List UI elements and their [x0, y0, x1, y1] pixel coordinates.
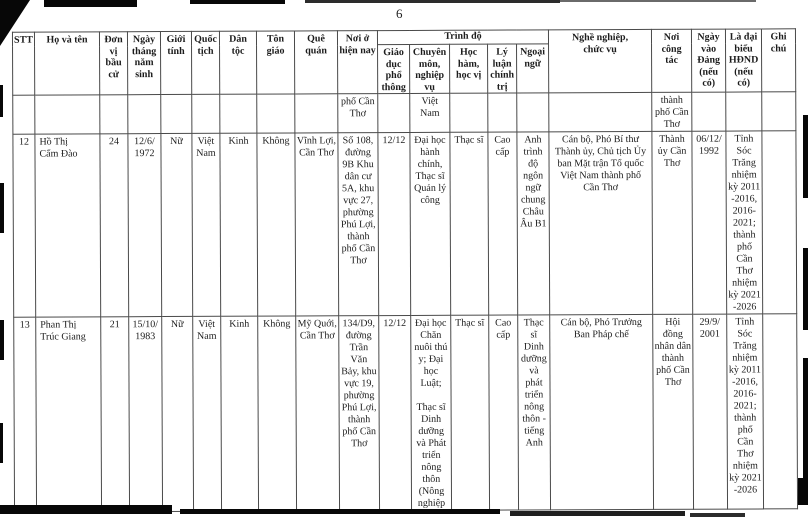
cell-chuyen-mon: Đại học hành chính, Thạc sĩ Quản lý công: [410, 132, 451, 315]
scan-artifact-top-bar-1: [44, 0, 137, 7]
header-ton-giao: Tôn giáo: [256, 31, 294, 94]
delegates-table-wrapper: [12, 28, 797, 512]
scan-artifact-right-bar-1: [803, 115, 808, 198]
cell-ngay-sinh: [128, 95, 161, 134]
cell-giao-duc: 12/12: [379, 315, 412, 510]
cell-hoc-ham: Thạc sĩ: [450, 132, 489, 315]
cell-giao-duc: [378, 93, 410, 132]
scan-artifact-bottom-bar-2: [180, 509, 500, 514]
header-nghe-nghiep: Nghề nghiệp, chức vụ: [548, 29, 651, 92]
header-hoc-ham: Học hàm, học vị: [450, 44, 488, 93]
cell-dan-toc: Kinh: [220, 133, 258, 316]
scan-artifact-top-bar-2: [190, 0, 285, 4]
cell-ton-giao: Không: [258, 316, 297, 511]
cell-hoc-ham: Thạc sĩ: [451, 315, 490, 510]
cell-ngay-sinh: 12/6/ 1972: [128, 134, 162, 317]
cell-noi-cong-tac: Thành ủy Cần Thơ: [652, 131, 693, 314]
scan-artifact-left-tick-2: [0, 183, 4, 233]
scan-artifact-bottom-bar-3: [510, 511, 685, 516]
cell-ho-va-ten: Phan Thị Trúc Giang: [36, 317, 102, 512]
cell-nghe-nghiep: Cán bộ, Phó Bí thư Thành ủy, Chủ tịch Ủy ban Mặt trận Tổ quốc Việt Nam thành phố Cần Thơ: [549, 131, 653, 314]
cell-que-quan: [295, 94, 338, 133]
cell-noi-cong-tac: Hội đồng nhân dân thành phố Cần Thơ: [653, 314, 694, 509]
cell-gioi-tinh: Nữ: [161, 133, 193, 316]
header-noi-cong-tac: Nơi công tác: [651, 29, 691, 92]
scan-artifact-left-tick-3: [0, 320, 4, 360]
page-number: 6: [396, 6, 403, 21]
delegates-table: [12, 28, 798, 512]
cell-noi-o: Số 108, đường 9B Khu dân cư 5A, khu vực 27, phường Phú Lợi, thành phố Cần Thơ: [338, 133, 379, 316]
scan-artifact-bottom-bar-1: [0, 505, 172, 514]
cell-ngay-vao-dang: [692, 92, 726, 131]
header-ghi-chu: Ghi chú: [761, 29, 795, 92]
cell-ho-va-ten: Hồ Thị Cẩm Đào: [35, 134, 101, 317]
cell-don-vi: 21: [101, 317, 130, 512]
cell-chuyen-mon: Đại học Chăn nuôi thú y; Đại học Luật; Thạc sĩ Dinh dưỡng và Phát triển nông thôn (Nông nghiệp: [411, 315, 452, 510]
header-stt: STT: [12, 32, 34, 95]
cell-ghi-chu: [762, 92, 796, 131]
cell-ghi-chu: [763, 314, 798, 509]
cell-ly-luan: [488, 93, 517, 132]
cell-ton-giao: [257, 94, 295, 133]
cell-ho-va-ten: [35, 95, 100, 134]
cell-quoc-tich: Việt Nam: [193, 316, 222, 511]
cell-giao-duc: 12/12: [378, 132, 411, 315]
table-row-carryover: [13, 92, 796, 134]
cell-noi-cong-tac: thành phố Cần Thơ: [652, 92, 692, 131]
cell-ly-luan: Cao cấp: [489, 315, 519, 510]
header-ho-va-ten: Họ và tên: [34, 32, 99, 95]
cell-ngoai-ngu: Anh trình độ ngôn ngữ chung Châu Âu B1: [517, 132, 550, 315]
cell-quoc-tich: [192, 94, 220, 133]
cell-dan-toc: [220, 94, 257, 133]
cell-hoc-ham: [450, 93, 488, 132]
cell-nghe-nghiep: Cán bộ, Phó Trưởng Ban Pháp chế: [550, 314, 654, 509]
cell-ghi-chu: [762, 131, 797, 314]
cell-noi-o: 134/D9, đường Trần Văn Bảy, khu vực 19, phường Phú Lợi, thành phố Cần Thơ: [339, 316, 380, 511]
scan-artifact-right-bar-3: [803, 358, 808, 478]
scan-artifact-right-bar-2: [803, 248, 808, 330]
cell-ly-luan: Cao cấp: [488, 132, 518, 315]
cell-don-vi: [100, 95, 128, 134]
cell-ngoai-ngu: Thạc sĩ Dinh dưỡng và phát triển nông thôn - tiếng Anh: [518, 315, 551, 510]
cell-gioi-tinh: [161, 94, 192, 133]
cell-quoc-tich: Việt Nam: [192, 133, 221, 316]
cell-ton-giao: Không: [257, 133, 296, 316]
cell-chuyen-mon: Việt Nam: [410, 93, 450, 132]
header-don-vi-bau-cu: Đơn vị bầu cử: [99, 32, 127, 95]
cell-gioi-tinh: Nữ: [162, 316, 194, 511]
cell-que-quan: Vĩnh Lợi, Cần Thơ: [295, 133, 339, 316]
scan-artifact-left-tick-4: [0, 423, 3, 463]
cell-ngay-vao-dang: 06/12/ 1992: [692, 131, 727, 314]
cell-ngay-sinh: 15/10/ 1983: [129, 317, 163, 512]
cell-stt: 12: [13, 134, 36, 317]
cell-noi-o: phố Cần Thơ: [338, 94, 378, 133]
cell-que-quan: Mỹ Quới, Cần Thơ: [296, 316, 340, 511]
header-ngay-sinh: Ngày tháng năm sinh: [127, 32, 160, 95]
header-que-quan: Quê quán: [294, 31, 337, 94]
cell-stt: [13, 95, 35, 134]
header-trinh-do-group: Trình độ: [377, 30, 548, 45]
cell-stt: 13: [14, 317, 37, 512]
header-chuyen-mon: Chuyên môn, nghiệp vụ: [410, 44, 450, 93]
scan-artifact-bottom-bar-4: [690, 513, 745, 517]
cell-nghe-nghiep: [549, 92, 652, 131]
scan-artifact-left-tick-1: [0, 85, 3, 117]
cell-dai-bieu-hdnd: Tỉnh Sóc Trăng nhiệm kỳ 2011 -2016, 2016- 2021; thành phố Cần Thơ nhiệm kỳ 2021 -2026: [726, 131, 763, 314]
header-noi-o: Nơi ở hiện nay: [337, 31, 377, 94]
header-ngoai-ngu: Ngoại ngữ: [517, 44, 549, 93]
scan-artifact-right-bar-4: [798, 478, 808, 505]
cell-dai-bieu-hdnd: [726, 92, 762, 131]
header-ngay-vao-dang: Ngày vào Đảng (nếu có): [691, 29, 725, 92]
header-ly-luan: Lý luận chính trị: [488, 44, 517, 93]
scan-artifact-top-bar-3: [305, 0, 560, 3]
header-giao-duc: Giáo dục phổ thông: [378, 44, 410, 93]
cell-don-vi: 24: [100, 134, 129, 317]
cell-ngay-vao-dang: 29/9/ 2001: [693, 314, 728, 509]
cell-dan-toc: Kinh: [221, 316, 259, 511]
table-row-12: [13, 131, 797, 317]
table-row-13: [14, 314, 798, 512]
cell-ngoai-ngu: [517, 93, 549, 132]
cell-dai-bieu-hdnd: Tỉnh Sóc Trăng nhiệm kỳ 2011 -2016, 2016- 2021; thành phố Cần Thơ nhiệm kỳ 2021 -2026: [727, 314, 764, 509]
scan-artifact-top-bar-4: [560, 0, 756, 2]
header-gioi-tinh: Giới tính: [160, 31, 191, 94]
header-quoc-tich: Quốc tịch: [191, 31, 219, 94]
header-dan-toc: Dân tộc: [219, 31, 256, 94]
header-dai-bieu-hdnd: Là đại biểu HĐND (nếu có): [725, 29, 761, 92]
